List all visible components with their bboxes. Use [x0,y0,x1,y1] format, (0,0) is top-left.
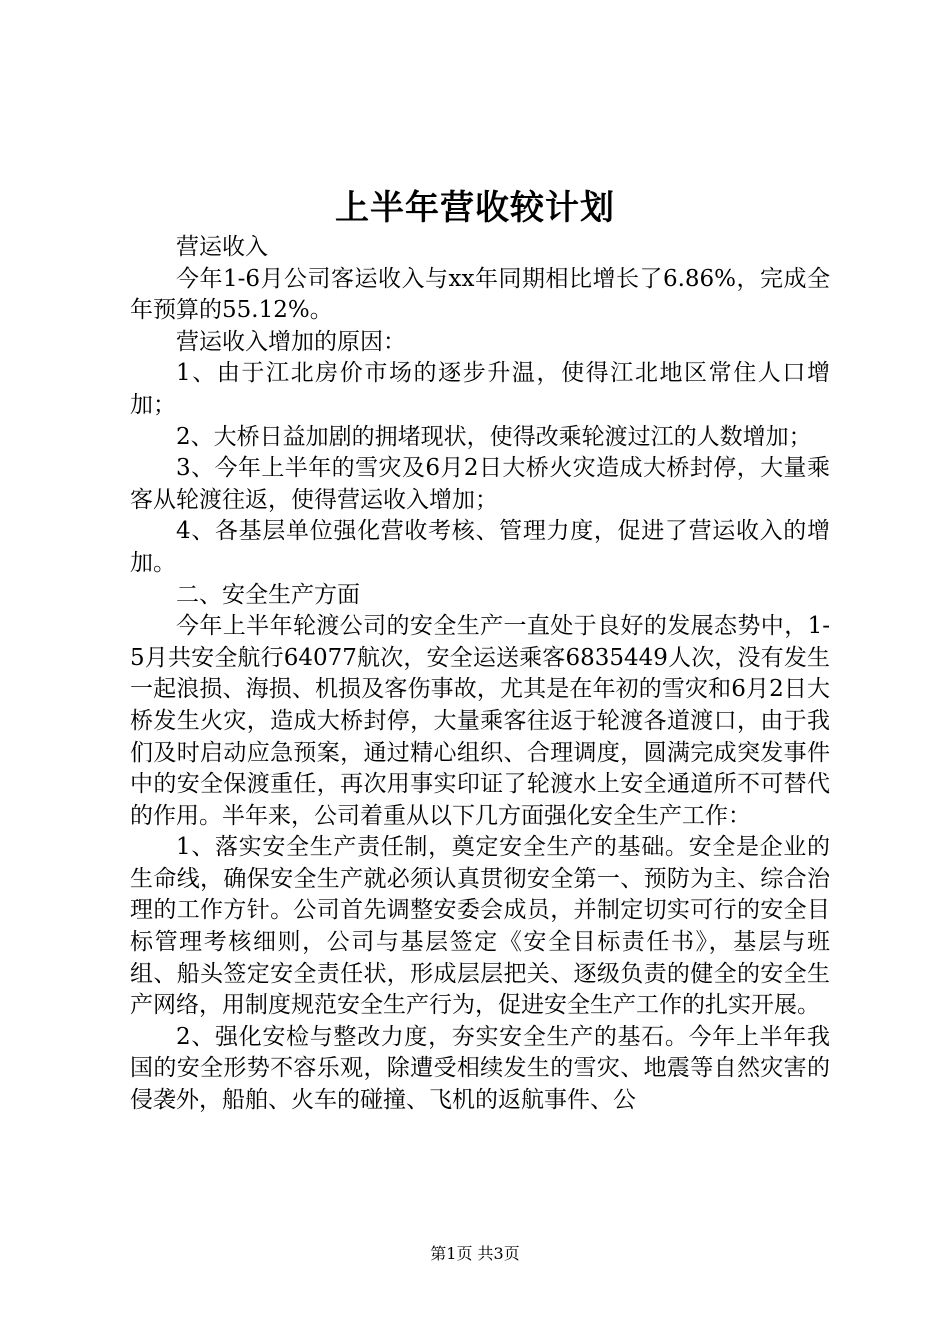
paragraph-reason-1: 1、由于江北房价市场的逐步升温，使得江北地区常住人口增加； [130,360,830,418]
paragraph-heading-revenue: 营运收入 [176,234,268,260]
paragraph-safety-overview: 今年上半年轮渡公司的安全生产一直处于良好的发展态势中，1-5月共安全航行64077航次，安全运送乘客6835449人次，没有发生一起浪损、海损、机损及客伤事故，尤其是在年初的雪灾和6月2日大桥发生火灾，造成大桥封停，大量乘客往返于轮渡各道渡口，由于我们及时启动应急预案，通过精心组织、合理调度，圆满完成突发事件中的安全保渡重任，再次用事实印证了轮渡水上安全通道所不可替代的作用。半年来，公司着重从以下几方面强化安全生产工作： [130,613,830,829]
document-title: 上半年营收较计划 [335,188,615,228]
paragraph-reason-4: 4、各基层单位强化营收考核、管理力度，促进了营运收入的增加。 [130,518,830,576]
paragraph-reason-2: 2、大桥日益加剧的拥堵现状，使得改乘轮渡过江的人数增加； [176,423,812,450]
paragraph-revenue-growth: 今年1-6月公司客运收入与xx年同期相比增长了6.86%，完成全年预算的55.12%。 [130,265,830,324]
paragraph-heading-safety: 二、安全生产方面 [176,581,360,608]
paragraph-revenue-reasons-heading: 营运收入增加的原因： [176,328,406,355]
paragraph-reason-3: 3、今年上半年的雪灾及6月2日大桥火灾造成大桥封停，大量乘客从轮渡往返，使得营运收入增加； [130,455,830,513]
paragraph-safety-item-2: 2、强化安检与整改力度，夯实安全生产的基石。今年上半年我国的安全形势不容乐观，除遭受相续发生的雪灾、地震等自然灾害的侵袭外，船舶、火车的碰撞、飞机的返航事件、公 [130,1023,830,1114]
document-body [130,232,830,1117]
page-footer: 第1页 共3页 [430,1244,520,1263]
paragraph-safety-item-1: 1、落实安全生产责任制，奠定安全生产的基础。安全是企业的生命线，确保安全生产就必须认真贯彻安全第一、预防为主、综合治理的工作方针。公司首先调整安委会成员，并制定切实可行的安全目标管理考核细则，公司与基层签定《安全目标责任书》，基层与班组、船头签定安全责任状，形成层层把关、逐级负责的健全的安全生产网络，用制度规范安全生产行为，促进安全生产工作的扎实开展。 [130,834,830,1019]
